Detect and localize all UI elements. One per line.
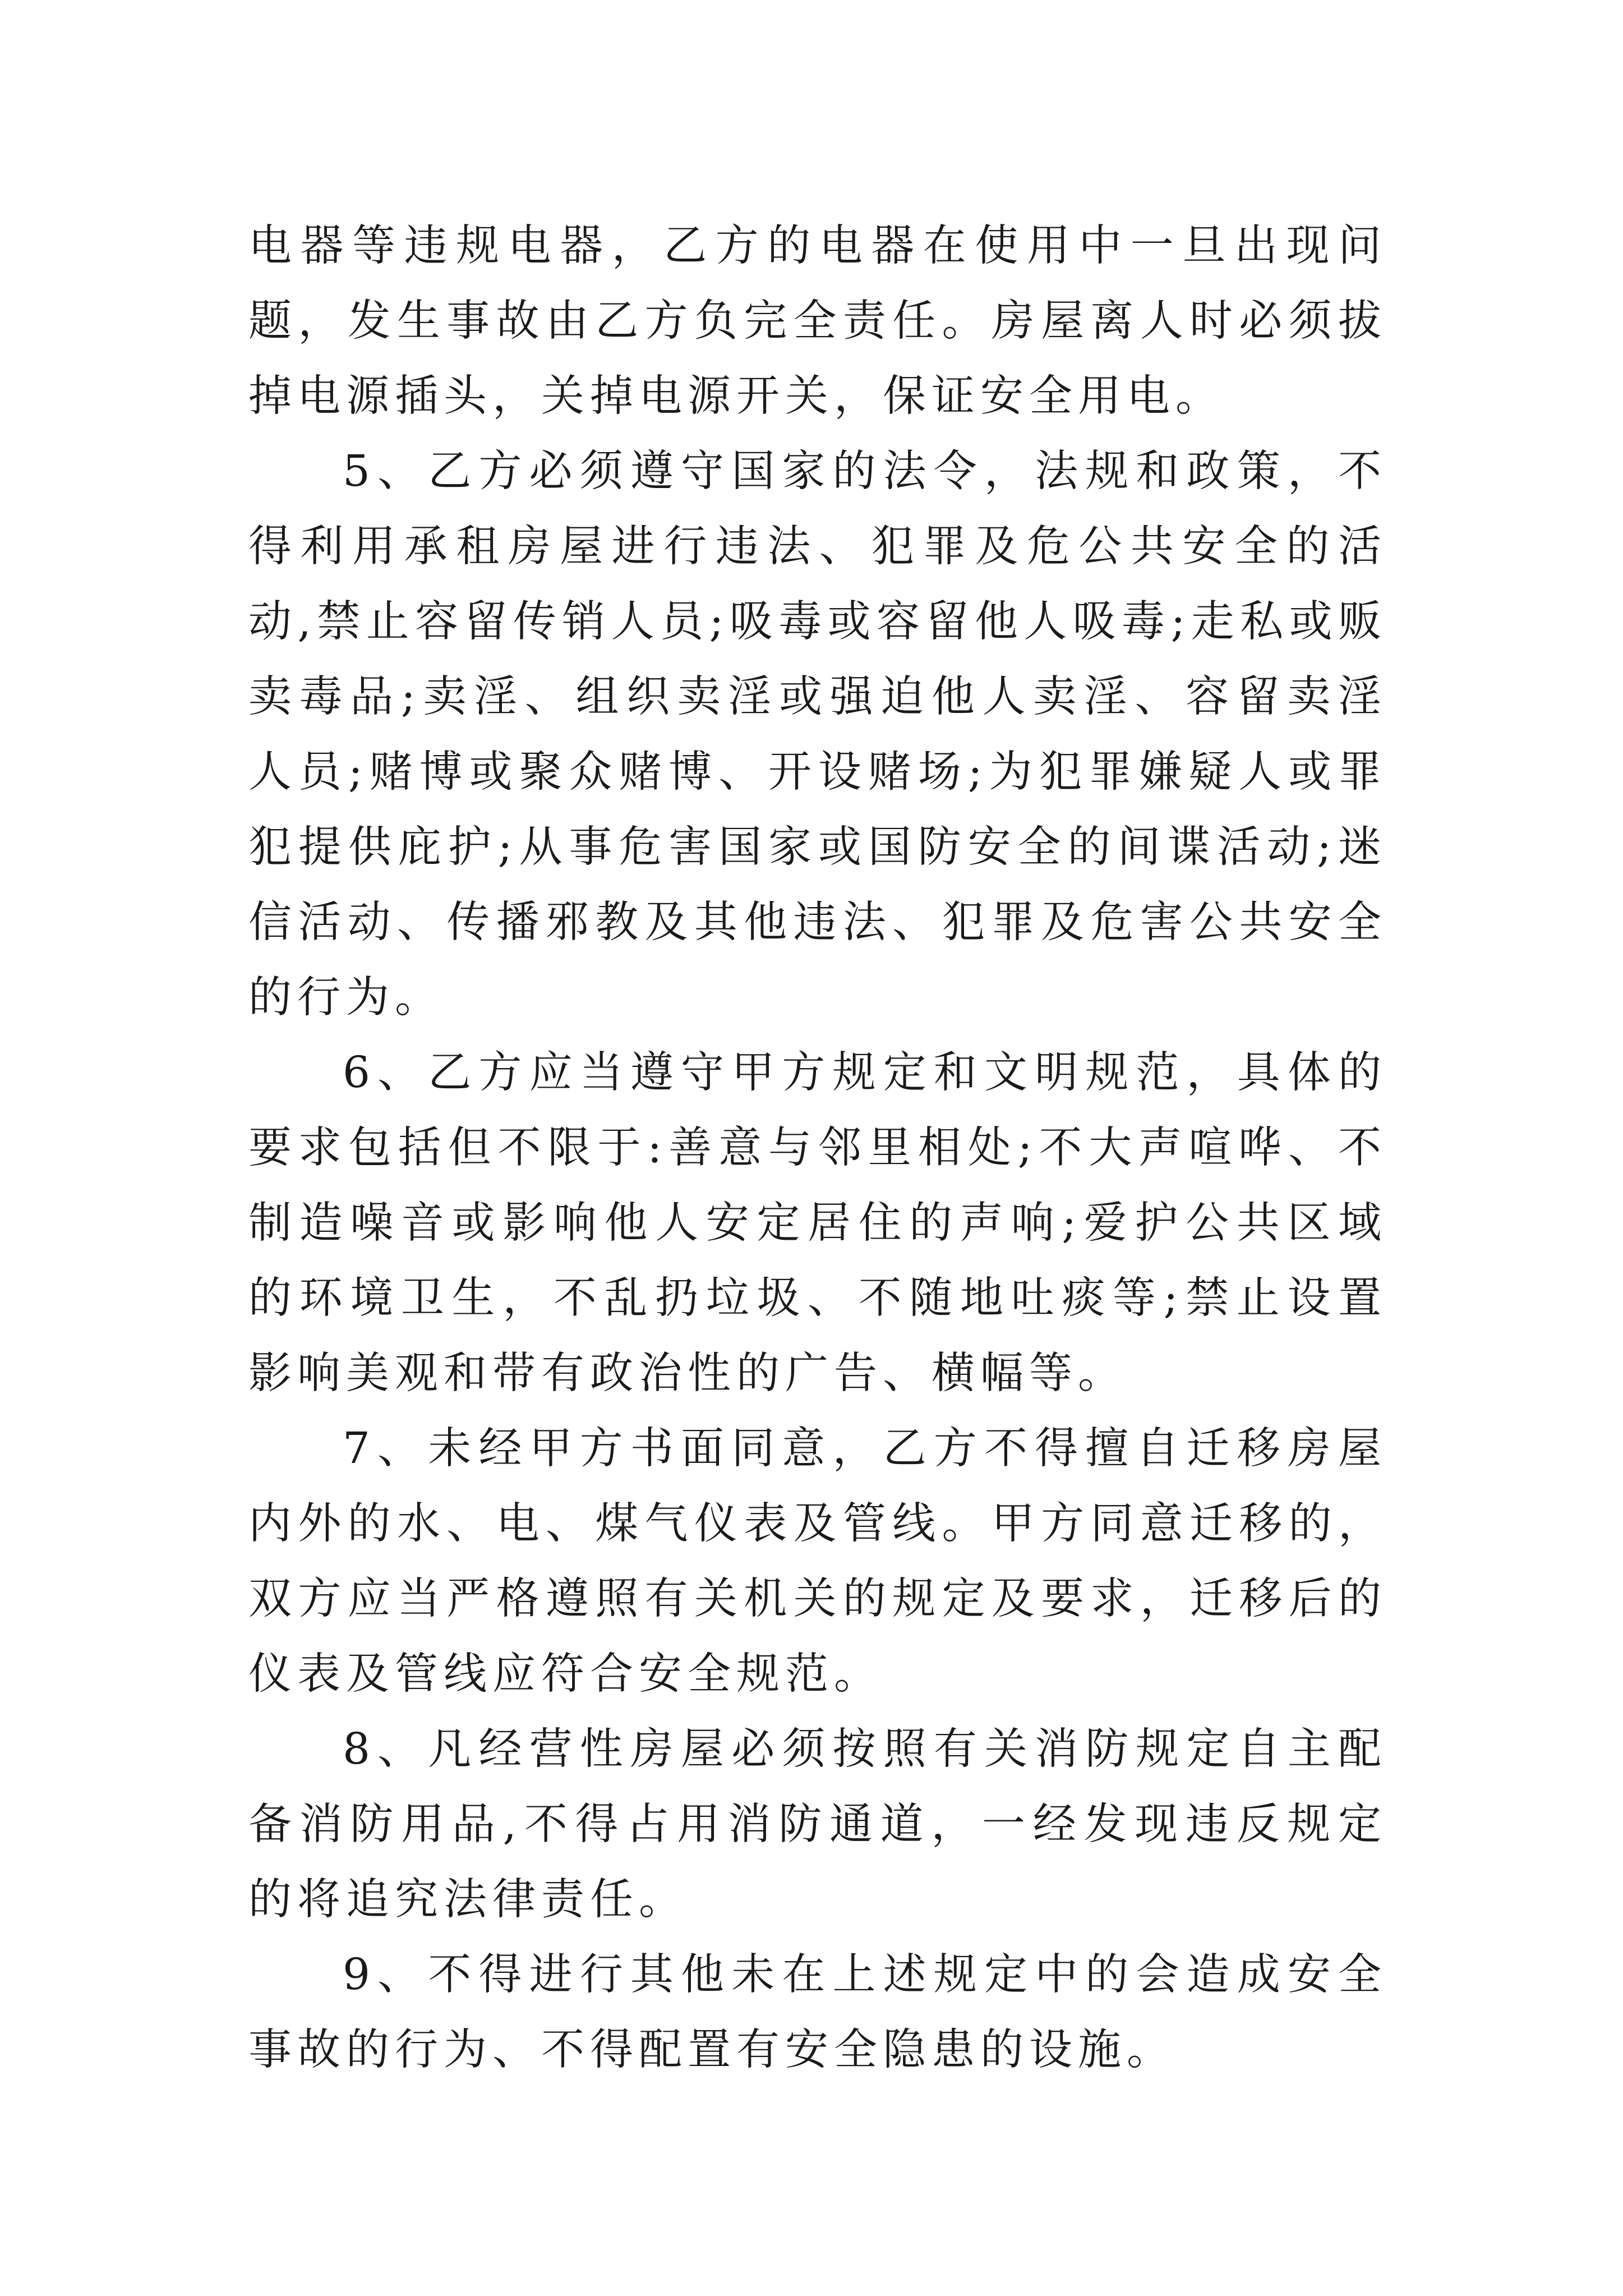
paragraph-continuation: 电器等违规电器，乙方的电器在使用中一旦出现问题，发生事故由乙方负完全责任。房屋离人时必须拔掉电源插头，关掉电源开关，保证安全用电。 xyxy=(248,221,1387,421)
paragraph-clause-9: 9、不得进行其他未在上述规定中的会造成安全事故的行为、不得配置有安全隐患的设施。 xyxy=(248,1950,1387,2075)
paragraph-clause-8: 8、凡经营性房屋必须按照有关消防规定自主配备消防用品,不得占用消防通道，一经发现违反规定的将追究法律责任。 xyxy=(248,1724,1387,1925)
paragraph-clause-6: 6、乙方应当遵守甲方规定和文明规范，具体的要求包括但不限于:善意与邻里相处;不大声喧哗、不制造噪音或影响他人安定居住的声响;爱护公共区域的环境卫生，不乱扔垃圾、不随地吐痰等;禁止设置影响美观和带有政治性的广告、横幅等。 xyxy=(248,1048,1387,1398)
paragraph-clause-7: 7、未经甲方书面同意，乙方不得擅自迁移房屋内外的水、电、煤气仪表及管线。甲方同意迁移的，双方应当严格遵照有关机关的规定及要求，迁移后的仪表及管线应符合安全规范。 xyxy=(248,1424,1387,1699)
paragraph-clause-5: 5、乙方必须遵守国家的法令，法规和政策，不得利用承租房屋进行违法、犯罪及危公共安全的活动,禁止容留传销人员;吸毒或容留他人吸毒;走私或贩卖毒品;卖淫、组织卖淫或强迫他人卖淫、容留卖淫人员;赌博或聚众赌博、开设赌场;为犯罪嫌疑人或罪犯提供庇护;从事危害国家或国防安全的间谍活动;迷信活动、传播邪教及其他违法、犯罪及危害公共安全的行为。 xyxy=(248,447,1387,1023)
document-body xyxy=(248,209,1387,2088)
